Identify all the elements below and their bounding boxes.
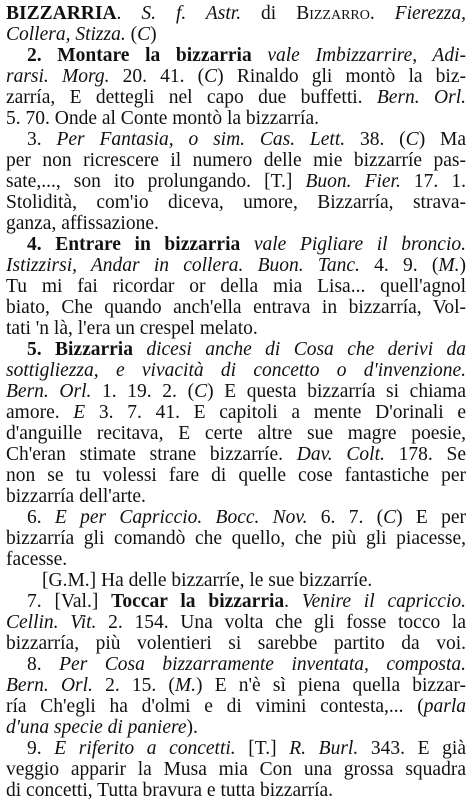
text-segment: 9. [27, 738, 55, 759]
citation-source: rarsi. Morg. [6, 66, 110, 87]
text-segment [252, 45, 268, 66]
definition-text: Venire il capriccio. [301, 591, 466, 612]
headword: BIZZARRIA [6, 3, 117, 24]
quote-text: ganza, affissazione. [6, 213, 159, 234]
text-segment: . [369, 3, 395, 24]
sense-heading: 4. Entrare in bizzarria [27, 234, 241, 255]
text-segment: . [116, 3, 142, 24]
citation-source: Bern. Orl. [6, 675, 93, 696]
text-segment: di [241, 3, 297, 24]
quote-text: 178. Se [384, 444, 466, 465]
text-segment: 2. 15. ( [92, 675, 175, 696]
quote-text: 2. 154. Una volta che gli fosse tocco la [96, 612, 466, 633]
citation-source: Bern. Orl. [376, 87, 466, 108]
definition-text: Per Fantasia, o sim. Cas. Lett. [56, 129, 346, 150]
text-segment: [T.] [235, 738, 290, 759]
quote-text: bizzarría dell'arte. [6, 486, 146, 507]
quote-text: d'anguille recitava, E certe altre sue magre poesie, [6, 423, 466, 444]
small-caps-ref: Bizzarro [296, 3, 370, 24]
entry-line [6, 778, 466, 804]
text-segment: 20. 41. ( [109, 66, 205, 87]
text-segment: ). [186, 717, 198, 738]
source-mark: C [204, 66, 218, 87]
quote-text: biato, Che quando anch'ella entrava in bizzarría, Vol- [6, 297, 466, 318]
text-segment: ) [150, 24, 157, 45]
definition-text: Istizzirsi, Andar in collera. Buon. Tanc. [6, 255, 360, 276]
quote-text: Ch'eran stimate strane bizzarríe. [6, 444, 297, 465]
quote-text: ) E per [396, 507, 466, 528]
text-segment: 6. [27, 507, 55, 528]
quote-text: zarría, E dettegli nel capo due buffetti. [6, 87, 377, 108]
citation-source: E [73, 402, 86, 423]
citation-source: Bern. Orl. [6, 381, 92, 402]
definition-text: vale Pigliare il broncio. [253, 234, 466, 255]
source-mark: C [383, 507, 397, 528]
sense-heading: 5. Bizzarria [27, 339, 133, 360]
text-segment: 17. 1. [400, 171, 466, 192]
definition-text: E riferito a concetti. [54, 738, 236, 759]
text-segment: ) [459, 255, 466, 276]
text-segment: 6. 7. ( [307, 507, 384, 528]
quote-text: ) Ma [418, 129, 466, 150]
text-segment [133, 339, 146, 360]
quote-text: ) E n'è sì piena quella bizzar- [196, 675, 466, 696]
text-segment: 4. 9. ( [359, 255, 439, 276]
grammar-label: S. f. Astr. [141, 3, 242, 24]
quote-text: Tu mi fai ricordar or della mia Lisa... quell'agnol [6, 276, 466, 297]
citation-source: Buon. Fier. [305, 171, 401, 192]
definition-text: Fierezza, [394, 3, 466, 24]
quote-text: sate,..., son ito prolungando. [T.] [6, 171, 306, 192]
quote-text: facesse. [6, 549, 68, 570]
quote-text: non se tu volessi fare di quelle cose fantastiche per [6, 465, 466, 486]
definition-text: vale Imbizzarrire, Adi- [267, 45, 466, 66]
quote-text: Stolidità, com'io diceva, umore, Bizzarría, strava- [6, 192, 466, 213]
quote-text: 343. E già [358, 738, 466, 759]
definition-text: E per Capriccio. Bocc. Nov. [54, 507, 308, 528]
citation-source: Cellin. Vit. [6, 612, 97, 633]
text-segment: 1. 19. 2. ( [91, 381, 195, 402]
text-segment: 8. [27, 654, 60, 675]
quote-text: di concetti, Tutta bravura e tutta bizzarría. [6, 780, 334, 801]
quote-text: ría Ch'egli ha d'olmi e di vimini contesta,... ( [6, 696, 424, 717]
citation-source: R. Burl. [289, 738, 359, 759]
text-segment: 3. [27, 129, 57, 150]
definition-text: Per Cosa bizzarramente inventata, composta. [59, 654, 466, 675]
text-segment [240, 234, 254, 255]
text-segment: ( [125, 24, 138, 45]
quote-text: [G.M.] Ha delle bizzarríe, le sue bizzarríe. [42, 570, 373, 591]
definition-text: parla [423, 696, 466, 717]
quote-text: bizzarría, più volentieri si sarebbe partito da voi. [6, 633, 466, 654]
quote-text: 5. 70. Onde al Conte montò la bizzarría. [6, 108, 319, 129]
definition-text: dicesi anche di Cosa che derivi da [146, 339, 466, 360]
definition-text: sottigliezza, e vivacità di concetto o d'invenzione. [6, 360, 466, 381]
quote-text: ) E questa bizzarría si chiama [207, 381, 466, 402]
source-mark: M. [174, 675, 197, 696]
text-segment: 7. [Val.] [27, 591, 112, 612]
quote-text: tati 'n là, l'era un crespel melato. [6, 318, 258, 339]
text-segment: 38. ( [345, 129, 406, 150]
source-mark: M. [438, 255, 460, 276]
source-mark: C [405, 129, 419, 150]
sense-heading: 2. Montare la bizzarria [27, 45, 252, 66]
definition-text: d'una specie di paniere [6, 717, 187, 738]
source-mark: C [137, 24, 151, 45]
quote-text: bizzarría gli comandò che quello, che più gli piacesse, [6, 528, 466, 549]
quote-text: amore. [6, 402, 74, 423]
source-mark: C [194, 381, 208, 402]
quote-text: 3. 7. 41. E capitoli a mente D'orinali e [85, 402, 466, 423]
text-segment: . [284, 591, 302, 612]
quote-text: ) Rinaldo gli montò la biz- [217, 66, 466, 87]
sense-heading: Toccar la bizzarria [111, 591, 285, 612]
quote-text: veggio apparir la Musa mia Con una grossa squadra [6, 759, 466, 780]
quote-text: per non ricrescere il numero delle mie bizzarríe pas- [6, 150, 466, 171]
definition-text: Collera, Stizza. [6, 24, 126, 45]
citation-source: Dav. Colt. [296, 444, 385, 465]
